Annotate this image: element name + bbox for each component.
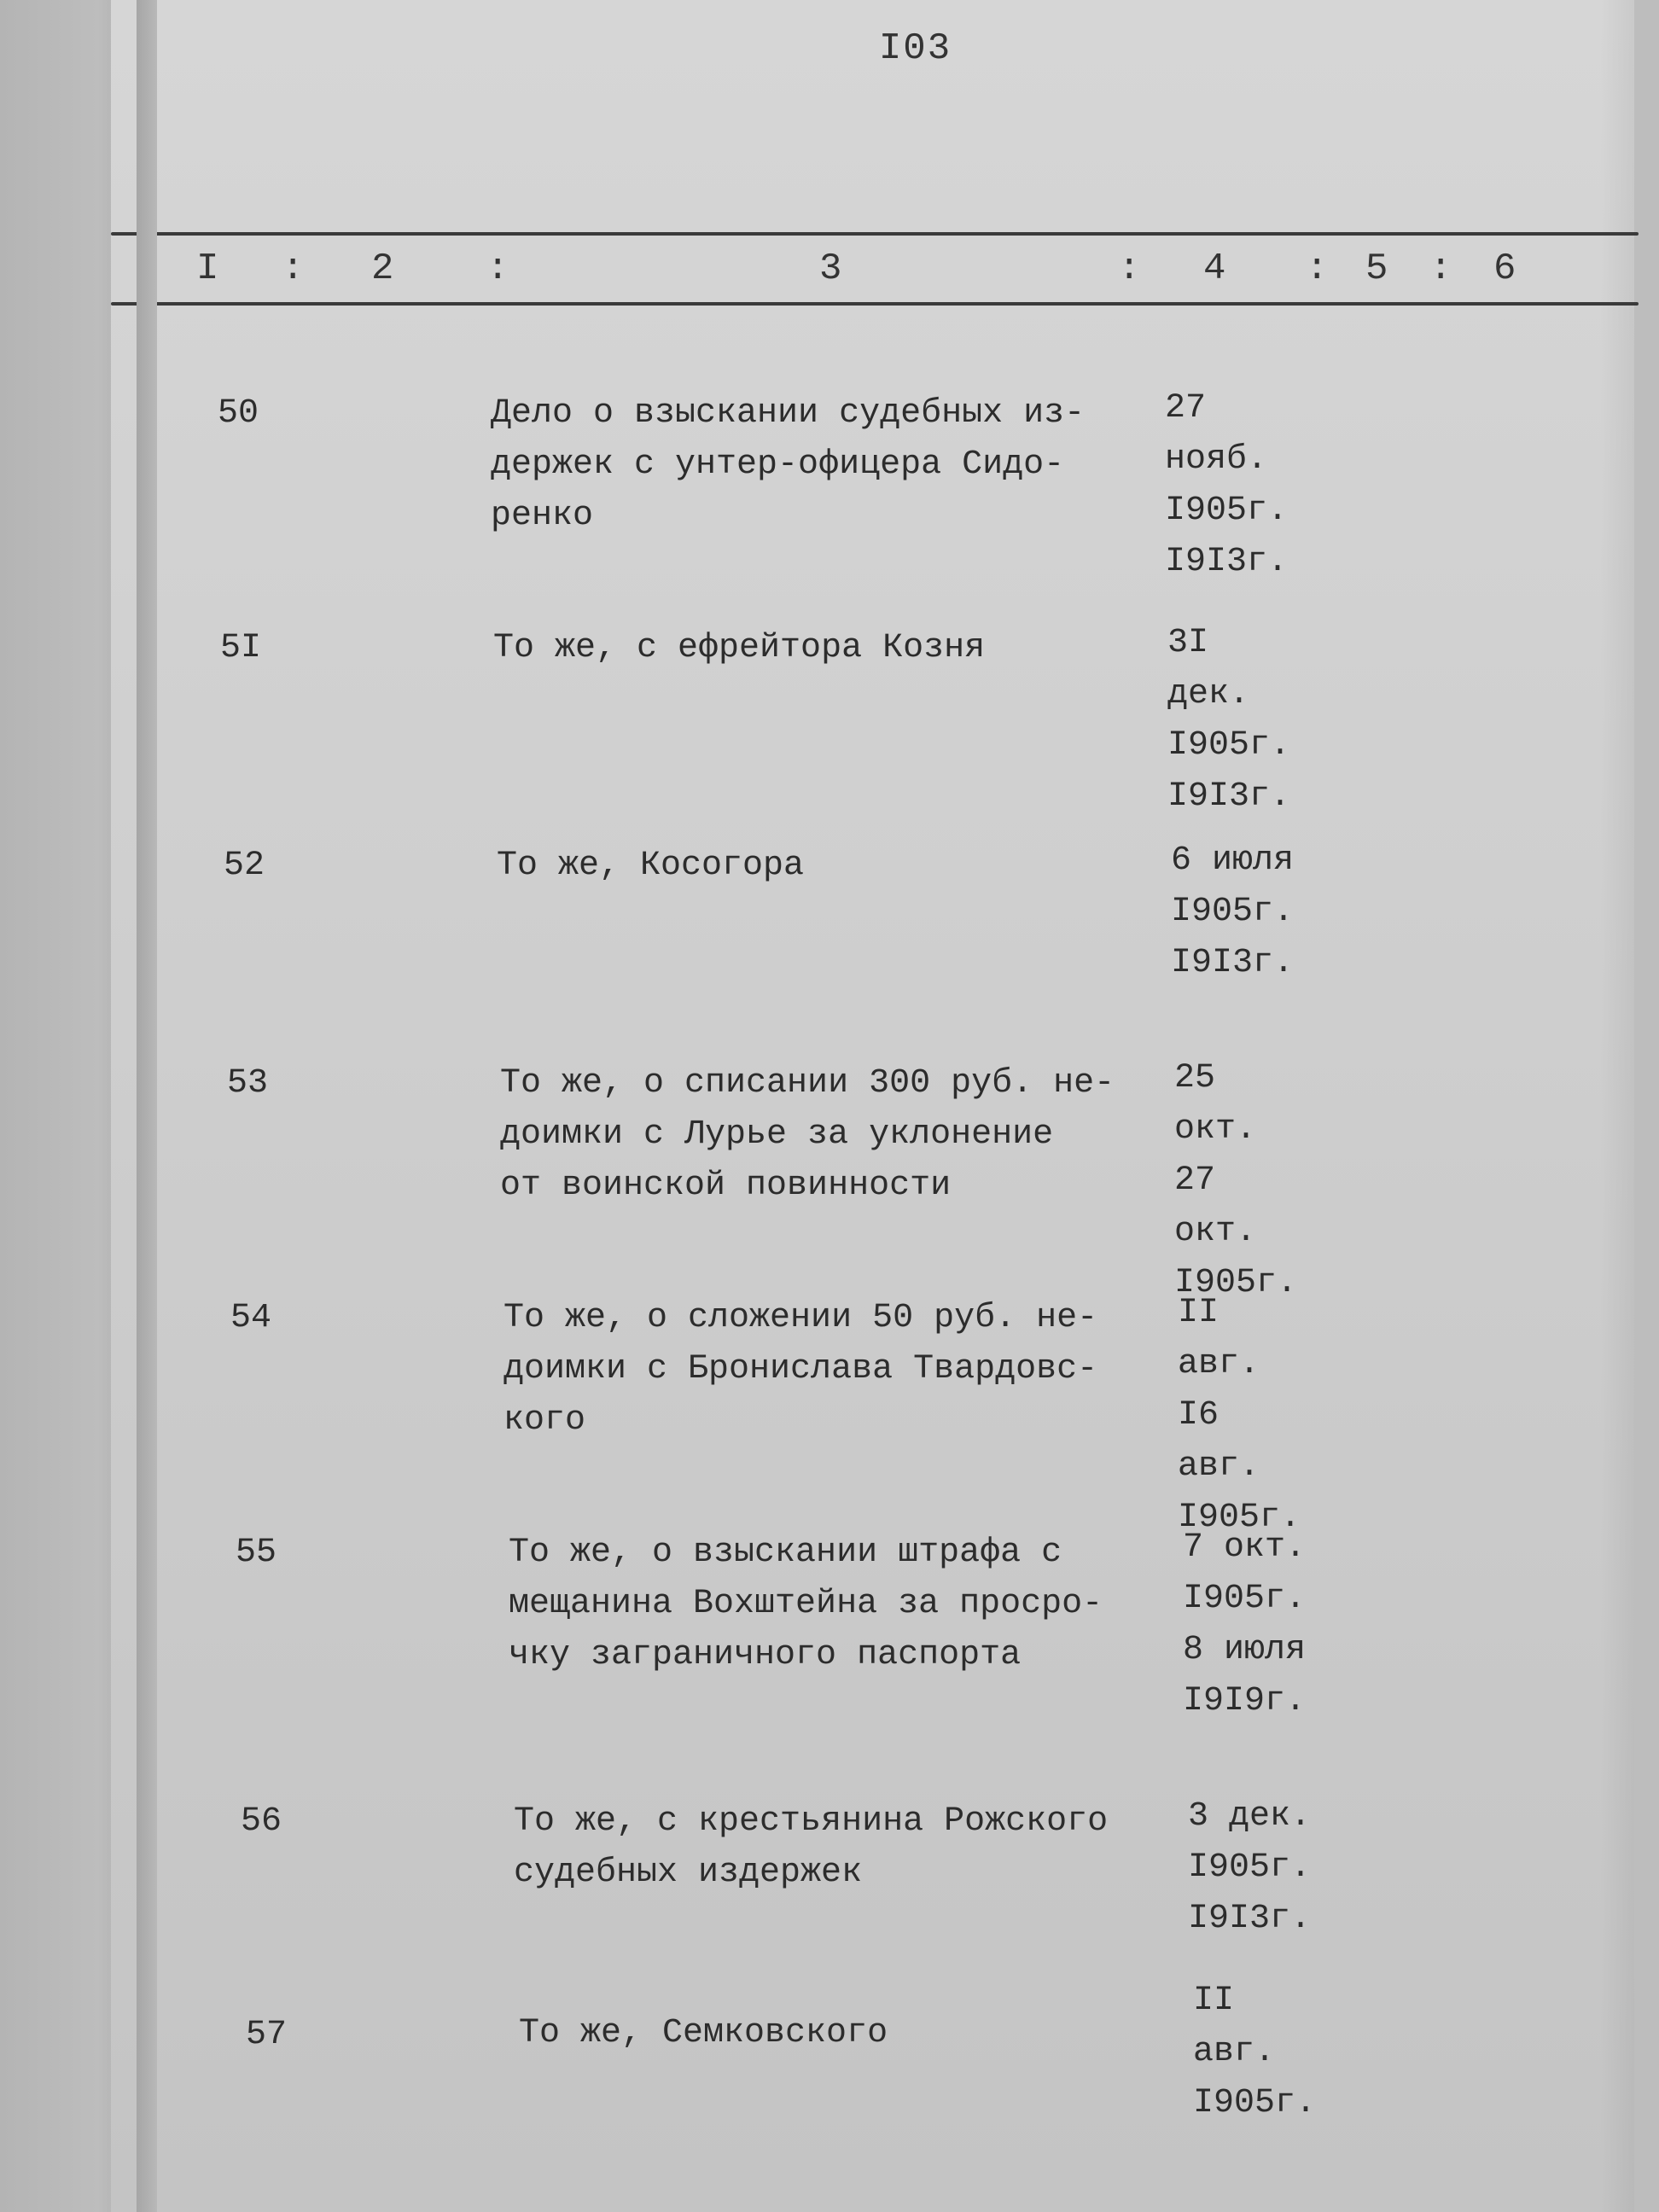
page-edge-shadow xyxy=(1600,0,1634,2212)
column-separator: : xyxy=(282,247,305,290)
entry-number: 53 xyxy=(227,1064,269,1103)
entry-dates: 3I дек. I905г. I9I3г. xyxy=(1167,624,1291,816)
entry-description: То же, с ефрейтора Козня xyxy=(493,629,986,667)
entry-dates: 6 июля I905г. I9I3г. xyxy=(1171,841,1295,982)
document-page xyxy=(111,0,1634,2212)
entry-dates: 7 окт. I905г. 8 июля I9I9г. xyxy=(1183,1528,1307,1720)
column-header-4: 4 xyxy=(1203,247,1226,290)
entry-dates: 3 дек. I905г. I9I3г. xyxy=(1188,1797,1312,1938)
entry-description: То же, Косогора xyxy=(497,847,805,885)
binding-fold-shadow xyxy=(137,0,157,2212)
column-separator: : xyxy=(486,247,509,290)
page-number: I03 xyxy=(878,27,952,70)
entry-number: 52 xyxy=(224,847,265,885)
column-header-3: 3 xyxy=(819,247,842,290)
entry-dates: 27 нояб. I905г. I9I3г. xyxy=(1165,389,1289,581)
entry-description: Дело о взыскании судебных из- держек с унтер-офицера Сидо- ренко xyxy=(491,394,1086,535)
entry-dates: 25 окт. 27 окт. I905г. xyxy=(1174,1059,1298,1302)
entry-number: 54 xyxy=(230,1299,272,1337)
entry-number: 5I xyxy=(220,629,262,667)
entry-number: 50 xyxy=(218,394,259,433)
column-separator: : xyxy=(1306,247,1329,290)
header-rule-bottom xyxy=(111,302,1639,306)
column-header-6: 6 xyxy=(1493,247,1516,290)
column-header-2: 2 xyxy=(371,247,394,290)
column-header-1: I xyxy=(196,247,219,290)
table-header xyxy=(111,239,1639,299)
column-header-5: 5 xyxy=(1365,247,1388,290)
header-rule-top xyxy=(111,232,1639,236)
entry-number: 57 xyxy=(246,2016,288,2054)
entry-description: То же, о сложении 50 руб. не- доимки с Бронислава Твардовс- кого xyxy=(504,1299,1098,1440)
entry-description: То же, с крестьянина Рожского судебных издержек xyxy=(514,1802,1109,1892)
entry-description: То же, о списании 300 руб. не- доимки с Лурье за уклонение от воинской повинности xyxy=(500,1064,1115,1205)
entry-description: То же, о взыскании штрафа с мещанина Вохштейна за просро- чку заграничного паспорта xyxy=(509,1534,1103,1674)
column-separator: : xyxy=(1429,247,1452,290)
entry-description: То же, Семковского xyxy=(519,2014,888,2052)
column-separator: : xyxy=(1118,247,1141,290)
entry-dates: II авг. I905г. xyxy=(1193,1982,1317,2122)
entry-dates: II авг. I6 авг. I905г. xyxy=(1178,1294,1301,1537)
entry-number: 55 xyxy=(236,1534,277,1572)
entry-number: 56 xyxy=(241,1802,282,1841)
